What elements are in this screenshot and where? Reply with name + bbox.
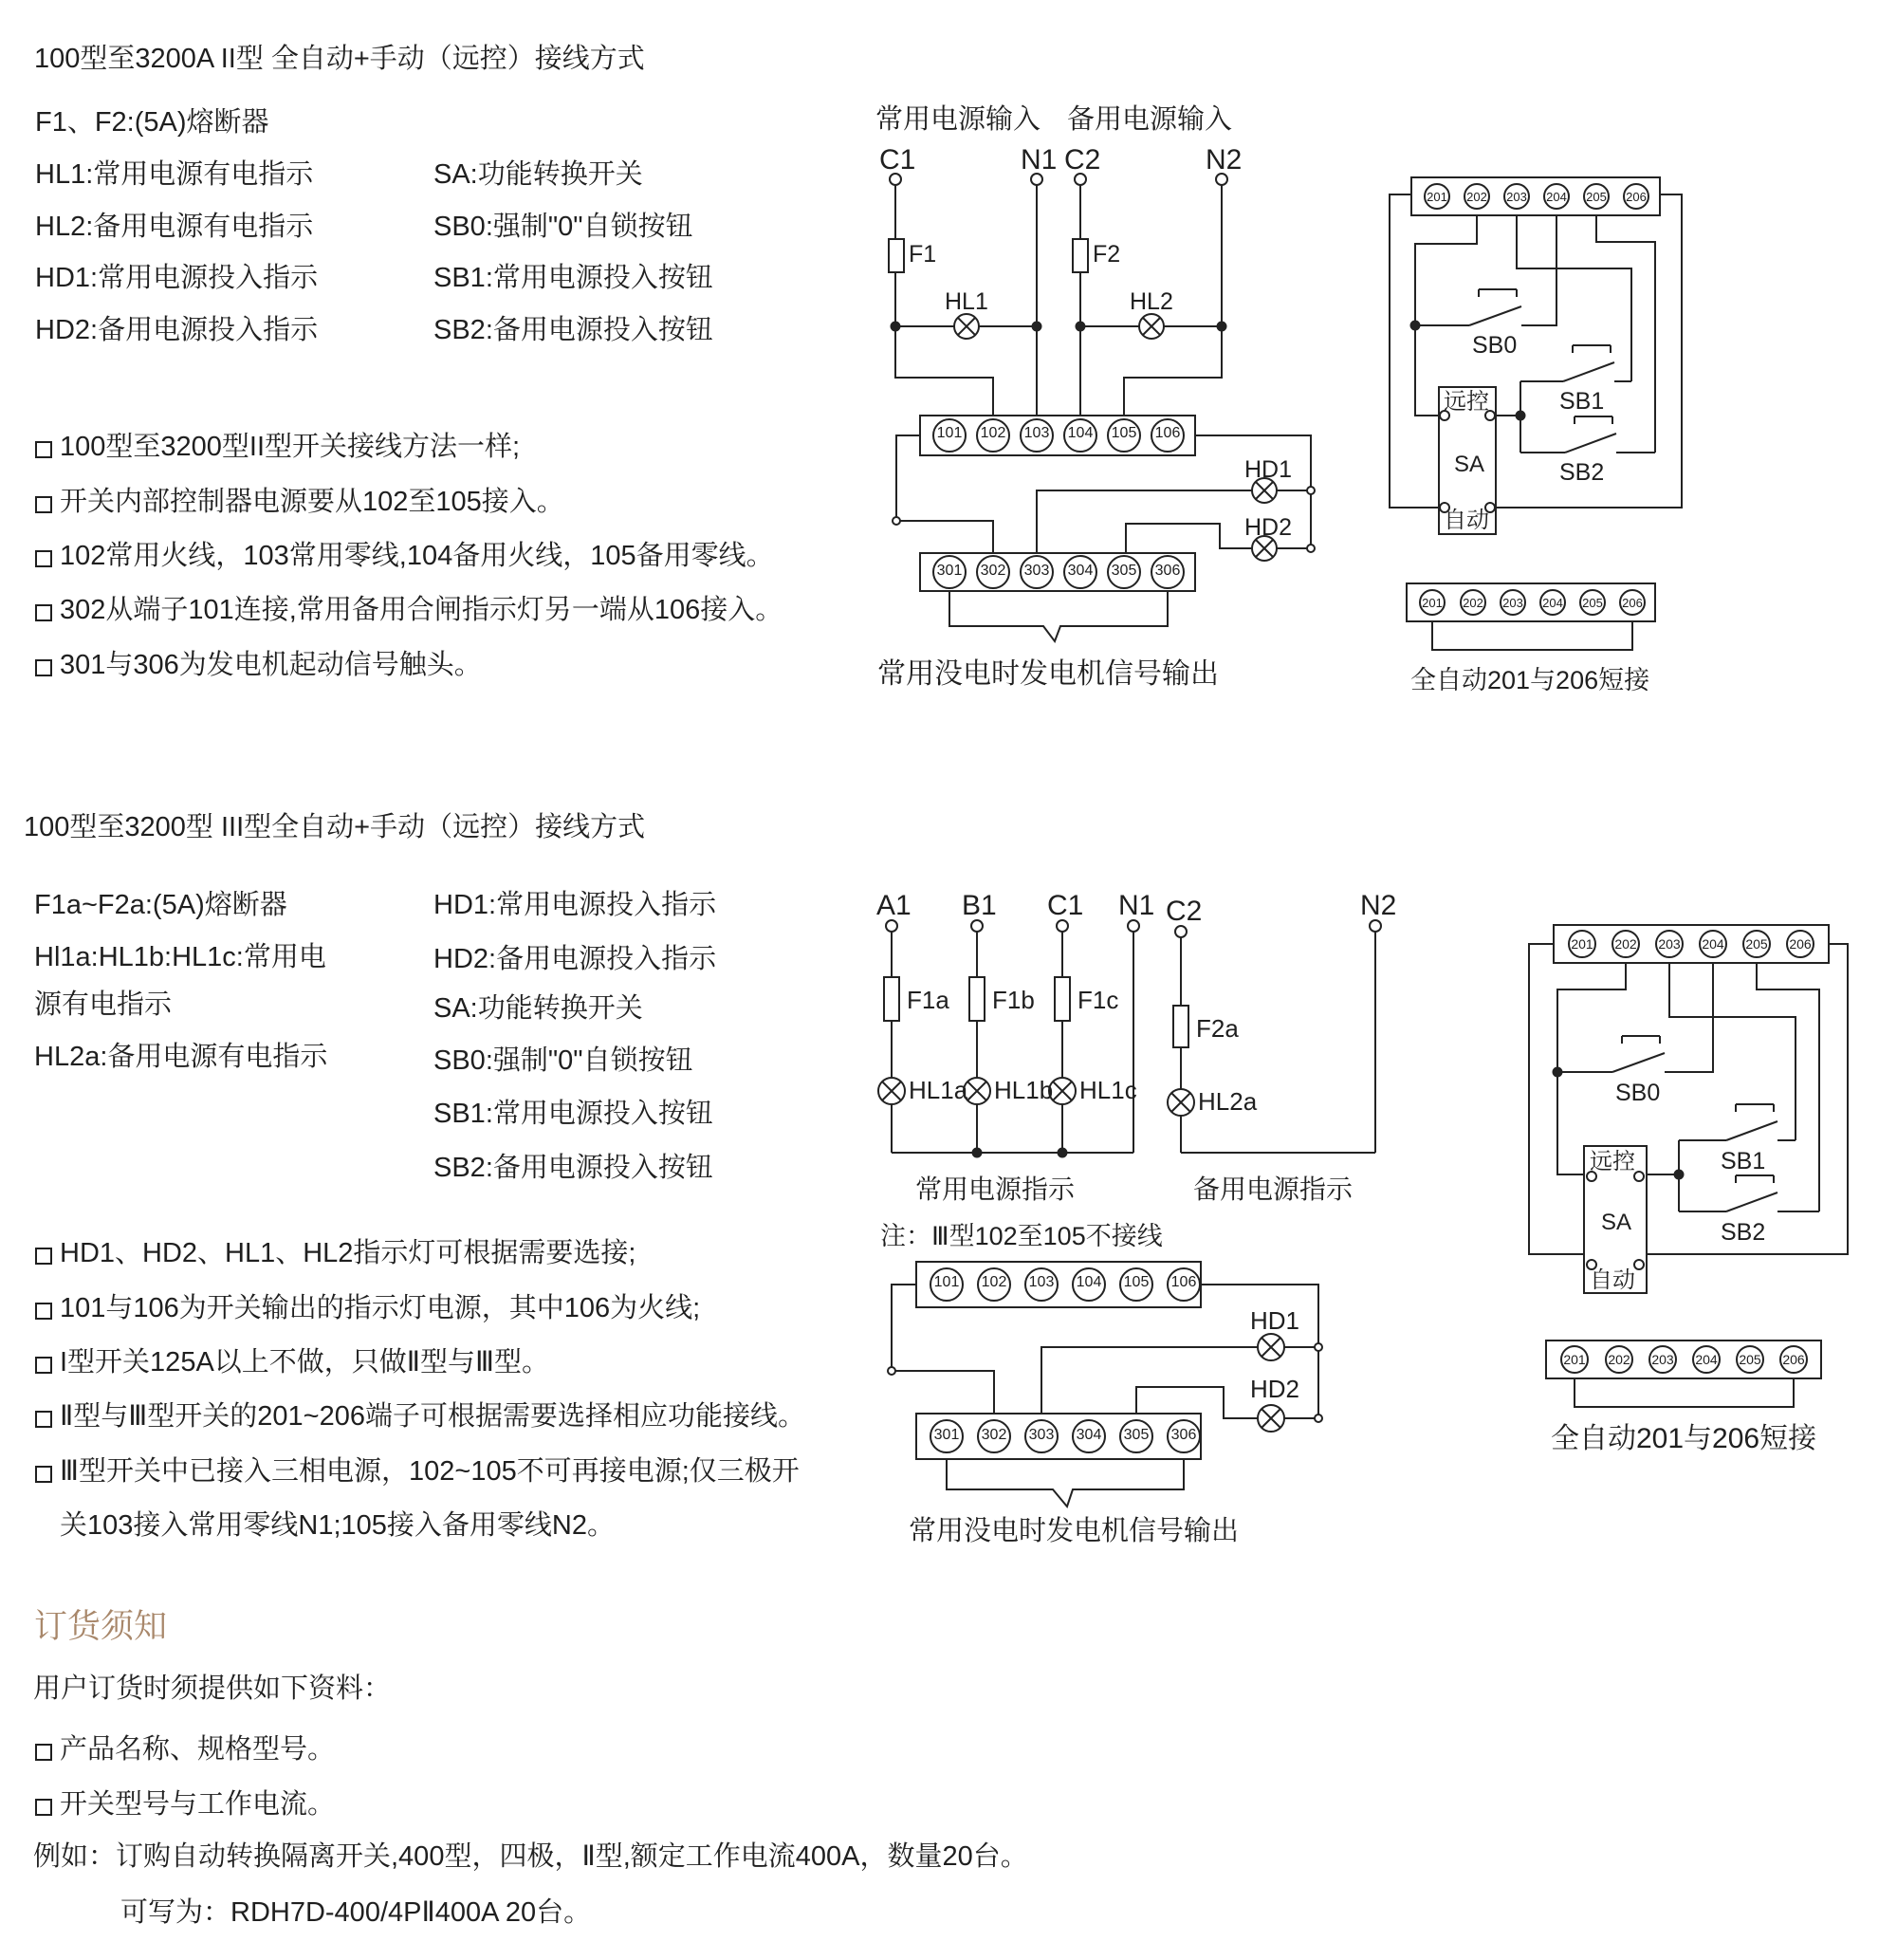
- d2-caption: 常用没电时发电机信号输出: [909, 1516, 1240, 1546]
- note-item: Ⅲ型开关中已接入三相电源，102~105不可再接电源;仅三极开: [60, 1456, 800, 1487]
- bullet-square-icon: [35, 1303, 52, 1320]
- legend-f1f2: F1、F2:(5A)熔断器: [35, 107, 269, 138]
- d2-terminal-c2: C2: [1166, 896, 1203, 927]
- terminal-number: 304: [1076, 1427, 1102, 1443]
- d1-normal-input-label: 常用电源输入: [875, 104, 1041, 135]
- terminal-number: 204: [1546, 190, 1567, 204]
- d2-terminal-n1: N1: [1118, 890, 1155, 921]
- d2-lamp-hl2a-label: HL2a: [1198, 1087, 1258, 1116]
- d1-terminal-n1: N1: [1021, 144, 1058, 176]
- d1r-sb0-label: SB0: [1472, 332, 1518, 359]
- fuse-f1a: [884, 977, 899, 1021]
- terminal-number: 205: [1739, 1352, 1761, 1367]
- d2-terminal-a1: A1: [876, 890, 912, 921]
- legend-hl1a: Hl1a:HL1b:HL1c:常用电: [34, 942, 326, 972]
- terminal-number: 302: [981, 1427, 1007, 1443]
- terminal-number: 203: [1506, 190, 1527, 204]
- d1-lamp-hd1-label: HD1: [1244, 456, 1293, 483]
- bullet-square-icon: [35, 550, 52, 567]
- d2r-short-link: [1575, 1378, 1794, 1407]
- terminal-number: 202: [1466, 190, 1487, 204]
- d1r-sa-label: SA: [1454, 452, 1485, 477]
- d2-note: 注：Ⅲ型102至105不接线: [880, 1222, 1163, 1250]
- d1-fuse-f1-label: F1: [909, 241, 937, 268]
- d2-lamp-hl1a-label: HL1a: [909, 1076, 968, 1104]
- note-item: HD1、HD2、HL1、HL2指示灯可根据需要选接;: [60, 1238, 636, 1268]
- d2r-sa-label: SA: [1601, 1210, 1632, 1235]
- terminal-number: 106: [1170, 1274, 1197, 1290]
- note-item-continuation: 关103接入常用零线N1;105接入备用零线N2。: [60, 1510, 615, 1541]
- d2-normal-caption: 常用电源指示: [915, 1174, 1076, 1204]
- d1r-caption: 全自动201与206短接: [1410, 666, 1650, 694]
- d2-fuse-f1a-label: F1a: [907, 986, 949, 1014]
- terminal-number: 201: [1422, 596, 1443, 610]
- ordering-intro: 用户订货时须提供如下资料：: [33, 1673, 392, 1704]
- terminal-number: 203: [1658, 936, 1681, 952]
- d1r-sb2-label: SB2: [1559, 459, 1605, 486]
- terminal-number: 101: [936, 425, 963, 441]
- terminal-number: 205: [1745, 936, 1768, 952]
- terminal-number: 202: [1463, 596, 1483, 610]
- terminal-number: 101: [933, 1274, 960, 1290]
- lamp-icons-d2: [878, 1078, 1284, 1432]
- legend-sb0: SB0:强制"0"自锁按钮: [433, 212, 693, 242]
- terminal-number: 203: [1502, 596, 1523, 610]
- terminal-number: 206: [1789, 936, 1812, 952]
- legend-sb2-2: SB2:备用电源投入按钮: [433, 1153, 713, 1183]
- legend-hd1-2: HD1:常用电源投入指示: [433, 890, 717, 920]
- d2-terminal-n2: N2: [1360, 890, 1397, 921]
- d1r-short-link: [1432, 621, 1632, 650]
- ordering-example: 例如：订购自动转换隔离开关,400型，四极，Ⅱ型,额定工作电流400A，数量20台。: [33, 1841, 1028, 1872]
- ordering-title: 订货须知: [34, 1608, 168, 1645]
- ordering-example-model: 可写为：RDH7D-400/4PⅡ400A 20台。: [120, 1897, 592, 1928]
- d1-fuse-f2-label: F2: [1093, 241, 1121, 268]
- legend-sb0-2: SB0:强制"0"自锁按钮: [433, 1045, 693, 1076]
- note-item: I型开关125A以上不做，只做Ⅱ型与Ⅲ型。: [60, 1347, 550, 1378]
- d1-terminals: [890, 174, 1315, 552]
- legend-sb1-2: SB1:常用电源投入按钮: [433, 1099, 713, 1129]
- d2r-sb2-label: SB2: [1721, 1219, 1766, 1246]
- section1-title: 100型至3200A II型 全自动+手动（远控）接线方式: [34, 44, 645, 74]
- bullet-square-icon: [35, 1248, 52, 1265]
- terminal-number: 201: [1563, 1352, 1586, 1367]
- note-item: 301与306为发电机起动信号触头。: [60, 650, 482, 680]
- terminal-number: 206: [1626, 190, 1647, 204]
- terminal-number: 306: [1154, 563, 1181, 579]
- bullet-square-icon: [35, 1357, 52, 1374]
- legend-hl1: HL1:常用电源有电指示: [35, 159, 314, 190]
- d1r-sb1-label: SB1: [1559, 388, 1605, 415]
- terminal-number: 303: [1023, 563, 1050, 579]
- terminal-number: 104: [1076, 1274, 1102, 1290]
- ordering-item: 产品名称、规格型号。: [60, 1734, 336, 1765]
- legend-sa-2: SA:功能转换开关: [433, 993, 643, 1024]
- note-item: 102常用火线，103常用零线,104备用火线，105备用零线。: [60, 541, 774, 571]
- legend-hl1a-cont: 源有电指示: [34, 989, 173, 1020]
- d1-lamp-hl1-label: HL1: [945, 288, 988, 315]
- d2r-outer-loop: [1529, 944, 1848, 1254]
- terminal-number: 303: [1028, 1427, 1055, 1443]
- d1-backup-input-label: 备用电源输入: [1067, 104, 1233, 135]
- legend-hd1: HD1:常用电源投入指示: [35, 263, 319, 293]
- terminal-number: 206: [1782, 1352, 1805, 1367]
- d1r-sa-auto-label: 自动: [1444, 508, 1489, 533]
- terminal-number: 206: [1622, 596, 1643, 610]
- d1-terminal-n2: N2: [1206, 144, 1243, 176]
- d2-terminal-b1: B1: [962, 890, 997, 921]
- d1r-sa-remote-label: 远控: [1444, 389, 1489, 415]
- terminal-number: 105: [1123, 1274, 1150, 1290]
- legend-hd2: HD2:备用电源投入指示: [35, 315, 319, 345]
- bullet-square-icon: [35, 604, 52, 621]
- legend-sb2: SB2:备用电源投入按钮: [433, 315, 713, 345]
- terminal-number: 204: [1542, 596, 1563, 610]
- legend-hl2: HL2:备用电源有电指示: [35, 212, 314, 242]
- bullet-square-icon: [35, 1744, 52, 1761]
- terminal-number: 102: [980, 425, 1006, 441]
- bullet-square-icon: [35, 496, 52, 513]
- d2-fuse-f1c-label: F1c: [1077, 986, 1119, 1014]
- terminal-number: 201: [1571, 936, 1593, 952]
- terminal-number: 301: [936, 563, 963, 579]
- terminal-number: 302: [980, 563, 1006, 579]
- legend-sa: SA:功能转换开关: [433, 159, 643, 190]
- legend-sb1: SB1:常用电源投入按钮: [433, 263, 713, 293]
- bullet-square-icon: [35, 1411, 52, 1428]
- d1-terminal-c2: C2: [1064, 144, 1101, 176]
- d2r-sb1-label: SB1: [1721, 1148, 1766, 1174]
- d1-lamp-hl2-label: HL2: [1130, 288, 1173, 315]
- note-item: Ⅱ型与Ⅲ型开关的201~206端子可根据需要选择相应功能接线。: [60, 1401, 805, 1432]
- d1-terminal-c1: C1: [879, 144, 916, 176]
- note-item: 100型至3200型II型开关接线方法一样;: [60, 432, 521, 462]
- terminal-number: 301: [933, 1427, 960, 1443]
- d2r-caption: 全自动201与206短接: [1551, 1423, 1817, 1454]
- terminal-number: 306: [1170, 1427, 1197, 1443]
- terminal-number: 202: [1614, 936, 1637, 952]
- note-item: 302从端子101连接,常用备用合闸指示灯另一端从106接入。: [60, 595, 783, 625]
- bullet-square-icon: [35, 1466, 52, 1483]
- bullet-square-icon: [35, 1799, 52, 1816]
- d1-caption: 常用没电时发电机信号输出: [877, 658, 1219, 690]
- ordering-item: 开关型号与工作电流。: [60, 1789, 336, 1820]
- terminal-number: 103: [1023, 425, 1050, 441]
- terminal-number: 102: [981, 1274, 1007, 1290]
- d2-lamp-hl1c-label: HL1c: [1079, 1076, 1137, 1104]
- legend-f1a: F1a~F2a:(5A)熔断器: [34, 890, 287, 920]
- section2-title: 100型至3200型 III型全自动+手动（远控）接线方式: [24, 812, 646, 842]
- terminal-number: 103: [1028, 1274, 1055, 1290]
- terminal-number: 204: [1702, 936, 1724, 952]
- d2-lamp-hd2-label: HD2: [1250, 1375, 1300, 1403]
- terminal-number: 204: [1695, 1352, 1718, 1367]
- d2-terminal-c1: C1: [1047, 890, 1084, 921]
- terminal-number: 305: [1111, 563, 1137, 579]
- terminal-number: 202: [1608, 1352, 1630, 1367]
- bullet-square-icon: [35, 659, 52, 676]
- d2r-sa-remote-label: 远控: [1590, 1149, 1635, 1174]
- d2r-sa-auto-label: 自动: [1590, 1267, 1635, 1293]
- terminal-number: 104: [1067, 425, 1094, 441]
- fuse-f1c: [1055, 977, 1070, 1021]
- terminal-number: 205: [1586, 190, 1607, 204]
- d2-fuse-f1b-label: F1b: [992, 986, 1035, 1014]
- d1-lamp-hd2-label: HD2: [1244, 514, 1293, 541]
- legend-hd2-2: HD2:备用电源投入指示: [433, 944, 717, 974]
- d2-backup-caption: 备用电源指示: [1193, 1174, 1354, 1204]
- d2-lamp-hl1b-label: HL1b: [994, 1076, 1054, 1104]
- fuse-f1b: [969, 977, 985, 1021]
- terminal-number: 106: [1154, 425, 1181, 441]
- terminal-number: 305: [1123, 1427, 1150, 1443]
- terminal-number: 201: [1427, 190, 1447, 204]
- d2r-sb0-label: SB0: [1615, 1080, 1661, 1106]
- d2-lamp-hd1-label: HD1: [1250, 1306, 1300, 1335]
- note-item: 101与106为开关输出的指示灯电源，其中106为火线;: [60, 1293, 701, 1323]
- legend-hl2a: HL2a:备用电源有电指示: [34, 1042, 328, 1072]
- fuse-f2: [1073, 239, 1088, 272]
- terminal-number: 105: [1111, 425, 1137, 441]
- fuse-f1: [889, 239, 904, 272]
- fuse-f2a: [1173, 1006, 1188, 1047]
- terminal-number: 304: [1067, 563, 1094, 579]
- d2-fuse-f2a-label: F2a: [1196, 1014, 1239, 1043]
- terminal-number: 203: [1651, 1352, 1674, 1367]
- note-item: 开关内部控制器电源要从102至105接入。: [60, 487, 564, 517]
- terminal-number: 205: [1582, 596, 1603, 610]
- bullet-square-icon: [35, 441, 52, 458]
